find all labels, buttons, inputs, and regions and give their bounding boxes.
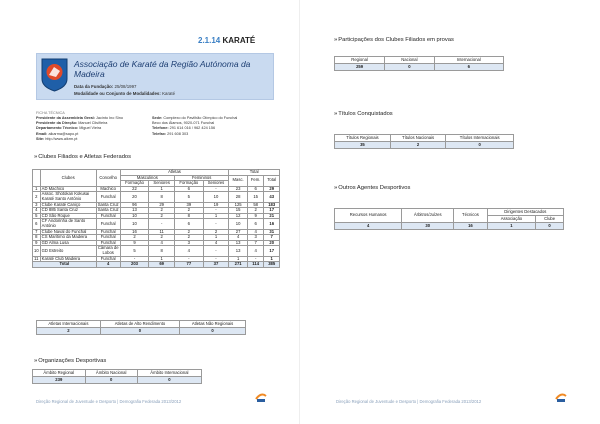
ficha-tecnica-label: FICHA TÉCNICA	[36, 111, 65, 115]
table-cell: 10	[120, 219, 149, 229]
table-cell: 2	[33, 192, 41, 202]
table-cell: 9	[120, 240, 149, 246]
header-total: Total	[229, 170, 280, 176]
section-heading	[198, 36, 255, 45]
table-cell: 27	[229, 229, 248, 235]
table-cell: Karaté Club Madeira	[40, 256, 96, 262]
table-cell: 29	[264, 186, 280, 192]
org-header-regional: Âmbito Regional	[33, 370, 86, 377]
table-cell: GD Alma Lusa	[40, 240, 96, 246]
table-cell: CF Andorinha de Santo António	[40, 219, 96, 229]
participations-header-international: Internacional	[434, 57, 503, 64]
table-cell: 13	[120, 208, 149, 214]
info-line: Departamento Técnico: Miguel Vieira	[36, 126, 102, 131]
table-cell: CD São Roque	[40, 213, 96, 219]
table-cell: -	[203, 208, 229, 214]
athletes-value-international: 2	[37, 328, 101, 335]
table-cell: 11	[34, 255, 39, 261]
table-cell: 2	[175, 208, 204, 214]
chevron-right-icon: »	[34, 358, 38, 364]
founding-date: 25/08/1997	[114, 84, 137, 89]
table-cell: 29	[149, 202, 175, 208]
table-row	[33, 192, 280, 202]
contact-info-right	[152, 116, 237, 137]
table-cell: 10	[203, 192, 229, 202]
table-cell: 5	[33, 213, 41, 219]
table-cell: 1	[149, 186, 175, 192]
agents-value-technicians: 16	[454, 223, 487, 230]
table-cell: 28	[229, 192, 248, 202]
table-cell: Funchal	[96, 256, 120, 262]
org-value-regional: 239	[33, 377, 86, 384]
table-cell: 183	[264, 202, 280, 208]
header-formacao: Formação	[120, 181, 149, 187]
table-cell: 9	[33, 240, 41, 246]
table-cell: 1	[264, 256, 280, 262]
header-atletas: Atletas	[120, 170, 229, 176]
info-line: Telefax: 291 608 303	[152, 131, 189, 136]
table-cell: 17	[264, 208, 280, 214]
org-section-title: »Organizações Desportivas	[34, 358, 107, 364]
org-value-international: 0	[137, 377, 201, 384]
table-cell: 6	[175, 219, 204, 229]
agents-header-dirigentes: Dirigentes Destacados	[487, 209, 563, 216]
table-cell: 4	[247, 246, 263, 256]
table-cell: 10	[229, 219, 248, 229]
table-cell: Funchal	[96, 192, 120, 202]
table-cell: 1	[33, 186, 41, 192]
agents-value-association: 1	[487, 223, 536, 230]
table-cell: Total	[33, 262, 97, 268]
section-name: KARATÉ	[222, 36, 256, 45]
table-cell: GD Estreito	[40, 246, 96, 256]
table-cell: Funchal	[96, 213, 120, 219]
table-cell: 12	[229, 213, 248, 219]
right-page	[300, 0, 600, 424]
table-cell: 10	[120, 213, 149, 219]
table-cell: 37	[203, 262, 229, 268]
table-cell: 4	[247, 229, 263, 235]
table-cell: 43	[264, 192, 280, 202]
titles-header-national: Títulos Nacionais	[390, 135, 445, 142]
chevron-right-icon: »	[334, 185, 338, 191]
titles-value-national: 2	[390, 142, 445, 149]
association-logo-icon	[39, 57, 70, 92]
org-header-national: Âmbito Nacional	[85, 370, 137, 377]
contact-info-left	[36, 116, 123, 142]
table-cell: 69	[149, 262, 175, 268]
table-cell: 15	[247, 192, 263, 202]
table-cell: 22	[120, 186, 149, 192]
table-cell: 58	[247, 202, 263, 208]
chevron-right-icon: »	[334, 37, 338, 43]
table-cell: 203	[120, 262, 149, 268]
titles-table	[334, 134, 514, 149]
table-cell: 2	[149, 235, 175, 241]
agents-section-title: »Outros Agentes Desportivos	[334, 185, 411, 191]
table-cell: 11	[149, 229, 175, 235]
founding-label: Data da Fundação:	[74, 84, 114, 89]
header-clubes: Clubes	[40, 170, 96, 187]
table-cell: 7	[264, 235, 280, 241]
table-cell: 21	[264, 213, 280, 219]
athletes-header-non-regional: Atletas Não Regionais	[180, 321, 246, 328]
table-cell: 2	[149, 213, 175, 219]
page-footer: Direção Regional de Juventude e Desporto | Demografia Federada 2013/2012	[36, 399, 182, 404]
header-total-sub: Total	[264, 175, 280, 186]
table-cell: 13	[229, 246, 248, 256]
table-cell: Funchal	[96, 229, 120, 235]
table-cell: -	[175, 256, 204, 262]
org-header-international: Âmbito Internacional	[137, 370, 201, 377]
table-cell: -	[203, 186, 229, 192]
participations-header-national: Nacional	[385, 57, 435, 64]
drjd-logo-icon	[254, 390, 268, 404]
table-cell: Clube Karaté Caniço	[40, 202, 96, 208]
table-cell: 20	[264, 240, 280, 246]
org-value-national: 0	[85, 377, 137, 384]
page-footer: Direção Regional de Juventude e Desporto | Demografia Federada 2013/2012	[336, 399, 482, 404]
table-cell: 5	[175, 192, 204, 202]
modality-label: Modalidade ou Conjunto de Modalidades:	[74, 91, 161, 96]
table-cell: 5	[120, 246, 149, 256]
athletes-table	[36, 320, 246, 335]
table-cell: 13	[229, 240, 248, 246]
participations-value-regional: 259	[335, 64, 385, 71]
header-fem: Fem.	[247, 175, 263, 186]
modality-value: Karaté	[162, 91, 176, 96]
table-cell: Santa Cruz	[97, 201, 119, 207]
table-cell: 6	[33, 219, 41, 229]
table-cell: 3	[33, 202, 41, 208]
table-cell: 4	[96, 262, 120, 268]
athletes-header-high-performance: Atletas de Alto Rendimento	[100, 321, 179, 328]
participations-value-national: 0	[385, 64, 435, 71]
table-cell: 4	[203, 240, 229, 246]
agents-value-referees: 30	[402, 223, 454, 230]
clubs-section-title: »Clubes Filiados e Atletas Federados	[34, 154, 132, 160]
table-cell: 16	[120, 229, 149, 235]
table-cell: 4	[149, 240, 175, 246]
table-cell: -	[247, 256, 263, 262]
athletes-value-non-regional: 0	[180, 328, 246, 335]
table-row	[33, 219, 280, 229]
participations-header-regional: Regional	[335, 57, 385, 64]
table-cell: 3	[175, 240, 204, 246]
table-cell: AD Machico	[40, 186, 96, 192]
table-cell: 2	[247, 208, 263, 214]
agents-value-club: 0	[536, 223, 564, 230]
clubs-table-body	[33, 186, 280, 267]
agents-table	[334, 208, 564, 230]
titles-value-international: 0	[446, 142, 514, 149]
table-cell: 1	[229, 256, 248, 262]
table-cell: 2	[120, 235, 149, 241]
table-cell: Assoc. Shotokan Kokusai Karaté Santo António	[40, 192, 96, 202]
agents-header-technicians: Técnicos	[454, 209, 487, 223]
founding-date-line	[74, 84, 137, 89]
table-cell: Câmara de Lobos	[97, 245, 119, 255]
info-line: Site: http://www.aikrm.pt	[36, 136, 78, 141]
table-cell: 1	[203, 213, 229, 219]
agents-header-association: Associação	[487, 216, 536, 223]
header-seniores: Seniores	[149, 181, 175, 187]
header-masc: Masc.	[229, 175, 248, 186]
table-cell: 271	[229, 262, 248, 268]
section-number: 2.1.14	[198, 36, 221, 45]
athletes-value-high-performance: 0	[100, 328, 179, 335]
table-cell: Clube Naval do Funchal	[40, 229, 96, 235]
titles-value-regional: 35	[335, 142, 391, 149]
table-cell: 7	[247, 240, 263, 246]
table-cell: 2	[149, 208, 175, 214]
table-cell: 23	[229, 186, 248, 192]
header-concelho: Concelho	[96, 170, 120, 187]
table-cell: 1	[149, 256, 175, 262]
org-table	[32, 369, 202, 384]
table-cell: 8	[33, 235, 41, 241]
table-cell: 3	[247, 235, 263, 241]
table-cell: CS Marítimo da Madeira	[40, 235, 96, 241]
table-cell: 8	[149, 246, 175, 256]
table-cell: 20	[120, 192, 149, 202]
table-cell: 10	[33, 246, 41, 256]
athletes-header-international: Atletas Internacionais	[37, 321, 101, 328]
table-cell: 96	[120, 202, 149, 208]
table-cell: Funchal	[96, 219, 120, 229]
info-line: Email: aikarma@sapo.pt	[36, 131, 79, 136]
info-line: Beco dos Álamos, 9020-071 Funchal	[152, 121, 215, 126]
association-title: Associação de Karaté da Região Autónoma da Madeira	[74, 59, 251, 79]
header-femininos: Femininos	[175, 175, 229, 181]
table-cell: 114	[247, 262, 263, 268]
table-cell: -	[149, 219, 175, 229]
table-cell: 6	[247, 219, 263, 229]
table-cell: 4	[33, 208, 41, 214]
table-cell: -	[203, 246, 229, 256]
table-cell: 8	[149, 192, 175, 202]
table-cell: 2	[175, 229, 204, 235]
table-cell: 17	[264, 246, 280, 256]
agents-header-human-resources: Recursos Humanos	[335, 209, 402, 223]
table-cell: 2	[175, 235, 204, 241]
table-row	[33, 246, 280, 256]
header-seniores: Seniores	[203, 181, 229, 187]
table-cell: 6	[247, 186, 263, 192]
info-line: Presidente da Assembleia Geral: Jacinto Ino Sino	[36, 116, 124, 120]
info-line: Sede: Complexo do Pavilhão Olímpico do Funchal	[152, 116, 238, 120]
info-line: Telefone: 291 614 016 / 962 424 156	[152, 126, 216, 131]
table-cell: -	[203, 219, 229, 229]
agents-header-club: Clube	[536, 216, 564, 223]
titles-header-international: Títulos Internacionais	[446, 135, 514, 142]
table-cell: 31	[264, 229, 280, 235]
table-cell: 19	[203, 202, 229, 208]
table-cell: 4	[175, 246, 204, 256]
table-total-row	[33, 262, 280, 268]
table-cell: 6	[175, 186, 204, 192]
table-cell: 1	[203, 235, 229, 241]
participations-table	[334, 56, 504, 71]
table-cell: CD 885 Santa Cruz	[40, 208, 96, 214]
header-formacao: Formação	[175, 181, 204, 187]
header-masculinos: Masculinos	[120, 175, 174, 181]
table-cell: 125	[229, 202, 248, 208]
participations-value-international: 6	[434, 64, 503, 71]
table-cell: 77	[175, 262, 204, 268]
titles-section-title: »Títulos Conquistados	[334, 111, 393, 117]
table-cell: -	[120, 256, 149, 262]
titles-header-regional: Títulos Regionais	[335, 135, 391, 142]
participations-section-title: »Participações dos Clubes Filiados em provas	[334, 37, 454, 43]
table-cell: 4	[229, 235, 248, 241]
info-line: Presidente da Direção: Manuel Clisiñeira	[36, 121, 108, 126]
table-cell: Funchal	[96, 240, 120, 246]
modality-line	[74, 91, 175, 96]
table-cell: 2	[203, 229, 229, 235]
clubs-athletes-table	[32, 169, 280, 268]
table-cell: 15	[229, 208, 248, 214]
agents-header-referees: Árbitros/Juízes	[402, 209, 454, 223]
table-cell: Funchal	[96, 235, 120, 241]
table-cell: -	[203, 256, 229, 262]
table-cell: Machico	[96, 186, 120, 192]
table-cell: 8	[175, 213, 204, 219]
table-cell: 9	[247, 213, 263, 219]
table-cell: 7	[33, 229, 41, 235]
chevron-right-icon: »	[334, 111, 338, 117]
agents-value-human-resources: 4	[335, 223, 402, 230]
chevron-right-icon: »	[34, 154, 38, 160]
table-cell: 16	[264, 219, 280, 229]
table-cell: 39	[175, 202, 204, 208]
drjd-logo-icon	[554, 390, 568, 404]
table-cell: Santa Cruz	[97, 207, 119, 213]
table-cell: 385	[264, 262, 280, 268]
